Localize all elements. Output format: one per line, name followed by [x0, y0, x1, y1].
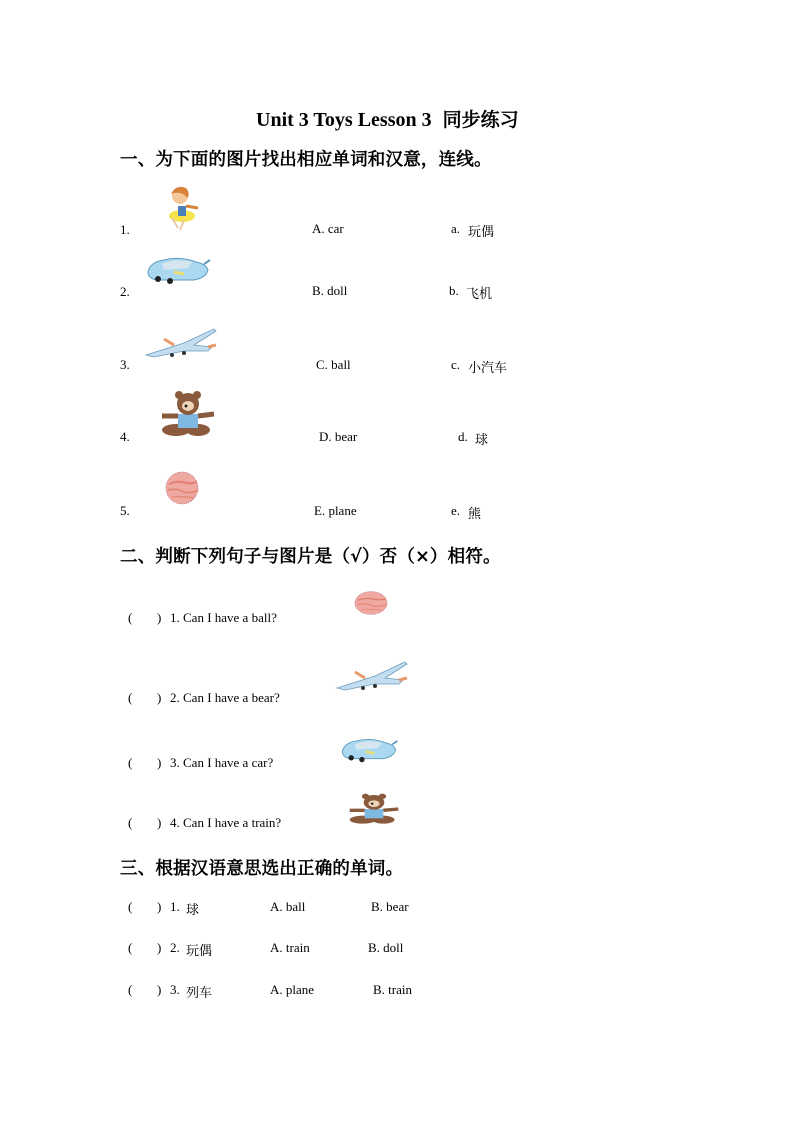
title-english: Unit 3 Toys Lesson 3	[256, 109, 432, 131]
section1-heading: 一、为下面的图片找出相应单词和汉意，连线。	[120, 150, 492, 170]
question-text: 3. Can I have a car?	[170, 755, 274, 770]
letter-option: e.	[451, 503, 461, 518]
meaning-option: 小汽车	[468, 361, 508, 376]
choice-a: A. ball	[270, 899, 306, 914]
meaning-option: 玩偶	[468, 225, 495, 240]
letter-option: c.	[451, 357, 461, 372]
car-picture	[338, 732, 400, 764]
answer-bracket-close: )	[157, 610, 162, 625]
bear-picture	[158, 390, 218, 438]
answer-bracket-close: )	[157, 690, 162, 705]
answer-bracket-open[interactable]: (	[128, 940, 133, 955]
answer-bracket-open[interactable]: (	[128, 815, 133, 830]
answer-bracket-close: )	[157, 755, 162, 770]
choice-a: A. train	[270, 940, 310, 955]
ball-picture	[164, 470, 200, 506]
answer-bracket-open[interactable]: (	[128, 690, 133, 705]
answer-bracket-open[interactable]: (	[128, 755, 133, 770]
chinese-word: 球	[186, 903, 200, 918]
choice-b: B. bear	[371, 899, 409, 914]
answer-bracket-close: )	[157, 982, 162, 997]
word-option: E. plane	[314, 503, 357, 518]
letter-option: b.	[449, 283, 459, 298]
row-number: 4.	[120, 429, 130, 444]
meaning-option: 飞机	[466, 287, 493, 302]
question-text: 1. Can I have a ball?	[170, 610, 277, 625]
chinese-word: 列车	[186, 986, 213, 1001]
question-text: 4. Can I have a train?	[170, 815, 282, 830]
row-number: 5.	[120, 503, 130, 518]
answer-bracket-open[interactable]: (	[128, 899, 133, 914]
word-option: C. ball	[316, 357, 351, 372]
question-number: 1.	[170, 899, 180, 914]
doll-picture	[160, 182, 200, 232]
ball-picture	[353, 590, 389, 616]
choice-b: B. train	[373, 982, 412, 997]
bear-picture	[346, 793, 402, 825]
question-text: 2. Can I have a bear?	[170, 690, 280, 705]
answer-bracket-open[interactable]: (	[128, 610, 133, 625]
meaning-option: 熊	[468, 507, 482, 522]
word-option: D. bear	[319, 429, 358, 444]
meaning-option: 球	[475, 433, 489, 448]
letter-option: a.	[451, 221, 461, 236]
section2-heading: 二、判断下列句子与图片是（√）否（×）相符。	[120, 547, 501, 567]
answer-bracket-close: )	[157, 815, 162, 830]
answer-bracket-close: )	[157, 940, 162, 955]
row-number: 2.	[120, 284, 130, 299]
car-picture	[144, 250, 212, 286]
page-title	[256, 105, 519, 132]
title-chinese: 同步练习	[442, 109, 519, 131]
row-number: 1.	[120, 222, 130, 237]
chinese-word: 玩偶	[186, 944, 213, 959]
answer-bracket-close: )	[157, 899, 162, 914]
row-number: 3.	[120, 357, 130, 372]
section3-heading: 三、根据汉语意思选出正确的单词。	[120, 859, 404, 879]
question-number: 3.	[170, 982, 180, 997]
plane-picture	[144, 325, 218, 361]
word-option: A. car	[312, 221, 344, 236]
letter-option: d.	[458, 429, 468, 444]
plane-picture	[335, 658, 409, 694]
question-number: 2.	[170, 940, 180, 955]
choice-a: A. plane	[270, 982, 315, 997]
choice-b: B. doll	[368, 940, 404, 955]
answer-bracket-open[interactable]: (	[128, 982, 133, 997]
word-option: B. doll	[312, 283, 348, 298]
